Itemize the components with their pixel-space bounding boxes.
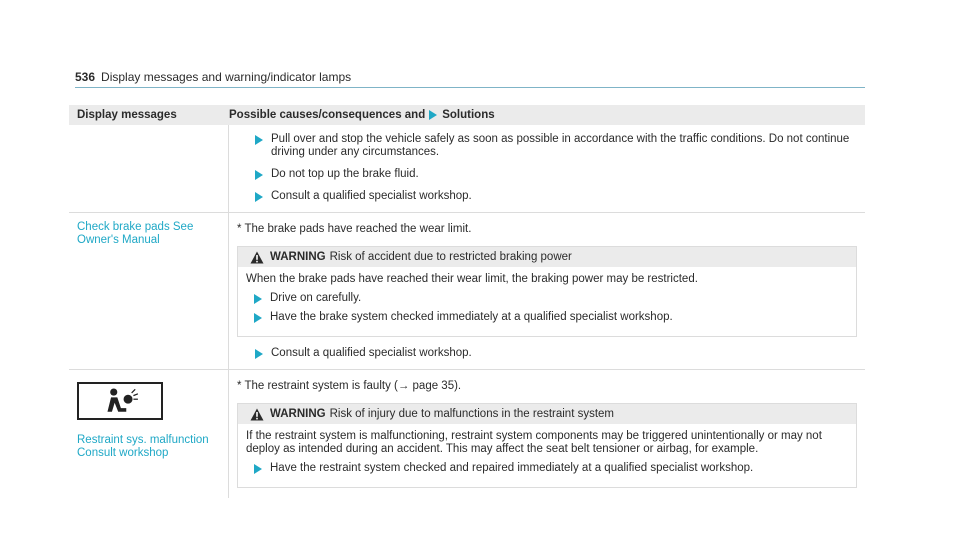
step-text: Have the brake system checked immediately at a qualified specialist workshop. bbox=[270, 311, 673, 323]
warning-header bbox=[238, 247, 856, 267]
step-text: Drive on carefully. bbox=[270, 292, 362, 304]
step-arrow-icon bbox=[255, 192, 263, 202]
table-row bbox=[69, 125, 865, 213]
header-rule bbox=[75, 87, 865, 88]
warning-body bbox=[238, 424, 856, 485]
step-text: Have the restraint system checked and repaired immediately at a qualified specialist workshop. bbox=[270, 462, 754, 474]
warning-box bbox=[237, 403, 857, 488]
message-cell bbox=[69, 213, 229, 369]
message-cell-empty bbox=[69, 125, 229, 212]
step-arrow-icon bbox=[254, 294, 262, 304]
column-header-solutions: Solutions bbox=[442, 109, 495, 121]
cause-text: * The brake pads have reached the wear limit. bbox=[237, 223, 472, 235]
step-text: Pull over and stop the vehicle safely as soon as possible in accordance with the traffic conditions. Do not continue driving under any circumstances. bbox=[271, 133, 850, 158]
step-arrow-icon bbox=[254, 313, 262, 323]
warning-title: Risk of accident due to restricted braking power bbox=[329, 250, 572, 263]
solution-step bbox=[246, 292, 848, 305]
display-message-line: Consult workshop bbox=[77, 447, 169, 459]
solution-step bbox=[246, 462, 848, 475]
step-text: Consult a qualified specialist workshop. bbox=[271, 347, 472, 359]
message-cell bbox=[69, 370, 229, 498]
step-text: Do not top up the brake fluid. bbox=[271, 168, 419, 180]
solutions-cell bbox=[229, 213, 865, 369]
step-arrow-icon bbox=[255, 135, 263, 145]
warning-label: WARNING bbox=[270, 250, 326, 263]
solution-step bbox=[237, 190, 865, 203]
warning-triangle-icon bbox=[250, 408, 264, 421]
table-row bbox=[69, 213, 865, 370]
warning-box bbox=[237, 246, 857, 337]
warning-header bbox=[238, 404, 856, 424]
page-header bbox=[75, 70, 865, 84]
column-header-display-messages: Display messages bbox=[77, 109, 177, 121]
solution-step bbox=[246, 311, 848, 324]
solution-step bbox=[237, 347, 865, 360]
display-messages-table bbox=[69, 105, 865, 498]
table-row bbox=[69, 370, 865, 498]
warning-text: If the restraint system is malfunctioning, restraint system components may be triggered unintentionally or may not deploy as intended during an accident. This may affect the seat belt tensioner or airbag, for example. bbox=[246, 430, 822, 455]
cause-text: * The restraint system is faulty (→ page 35). bbox=[237, 380, 462, 392]
solution-step bbox=[237, 168, 865, 181]
display-message-line: Restraint sys. malfunction bbox=[77, 434, 209, 446]
warning-triangle-icon bbox=[250, 251, 264, 264]
warning-label: WARNING bbox=[270, 407, 326, 420]
display-message-line: Owner's Manual bbox=[77, 234, 160, 246]
warning-body bbox=[238, 267, 856, 334]
step-arrow-icon bbox=[255, 170, 263, 180]
display-message-line: Check brake pads See bbox=[77, 221, 194, 233]
table-header bbox=[69, 105, 865, 125]
solution-arrow-icon bbox=[429, 110, 437, 120]
step-arrow-icon bbox=[254, 464, 262, 474]
airbag-warning-icon bbox=[77, 382, 163, 420]
solutions-cell bbox=[229, 370, 865, 498]
column-header-causes-solutions bbox=[229, 109, 495, 121]
step-text: Consult a qualified specialist workshop. bbox=[271, 190, 472, 202]
page-title: Display messages and warning/indicator lamps bbox=[101, 70, 352, 84]
warning-title: Risk of injury due to malfunctions in the restraint system bbox=[329, 407, 615, 420]
step-arrow-icon bbox=[255, 349, 263, 359]
column-header-causes: Possible causes/consequences and bbox=[229, 109, 426, 121]
solution-step bbox=[237, 133, 865, 159]
solutions-cell bbox=[229, 125, 865, 212]
warning-text: When the brake pads have reached their wear limit, the braking power may be restricted. bbox=[246, 273, 698, 285]
page-number: 536 bbox=[75, 70, 96, 84]
